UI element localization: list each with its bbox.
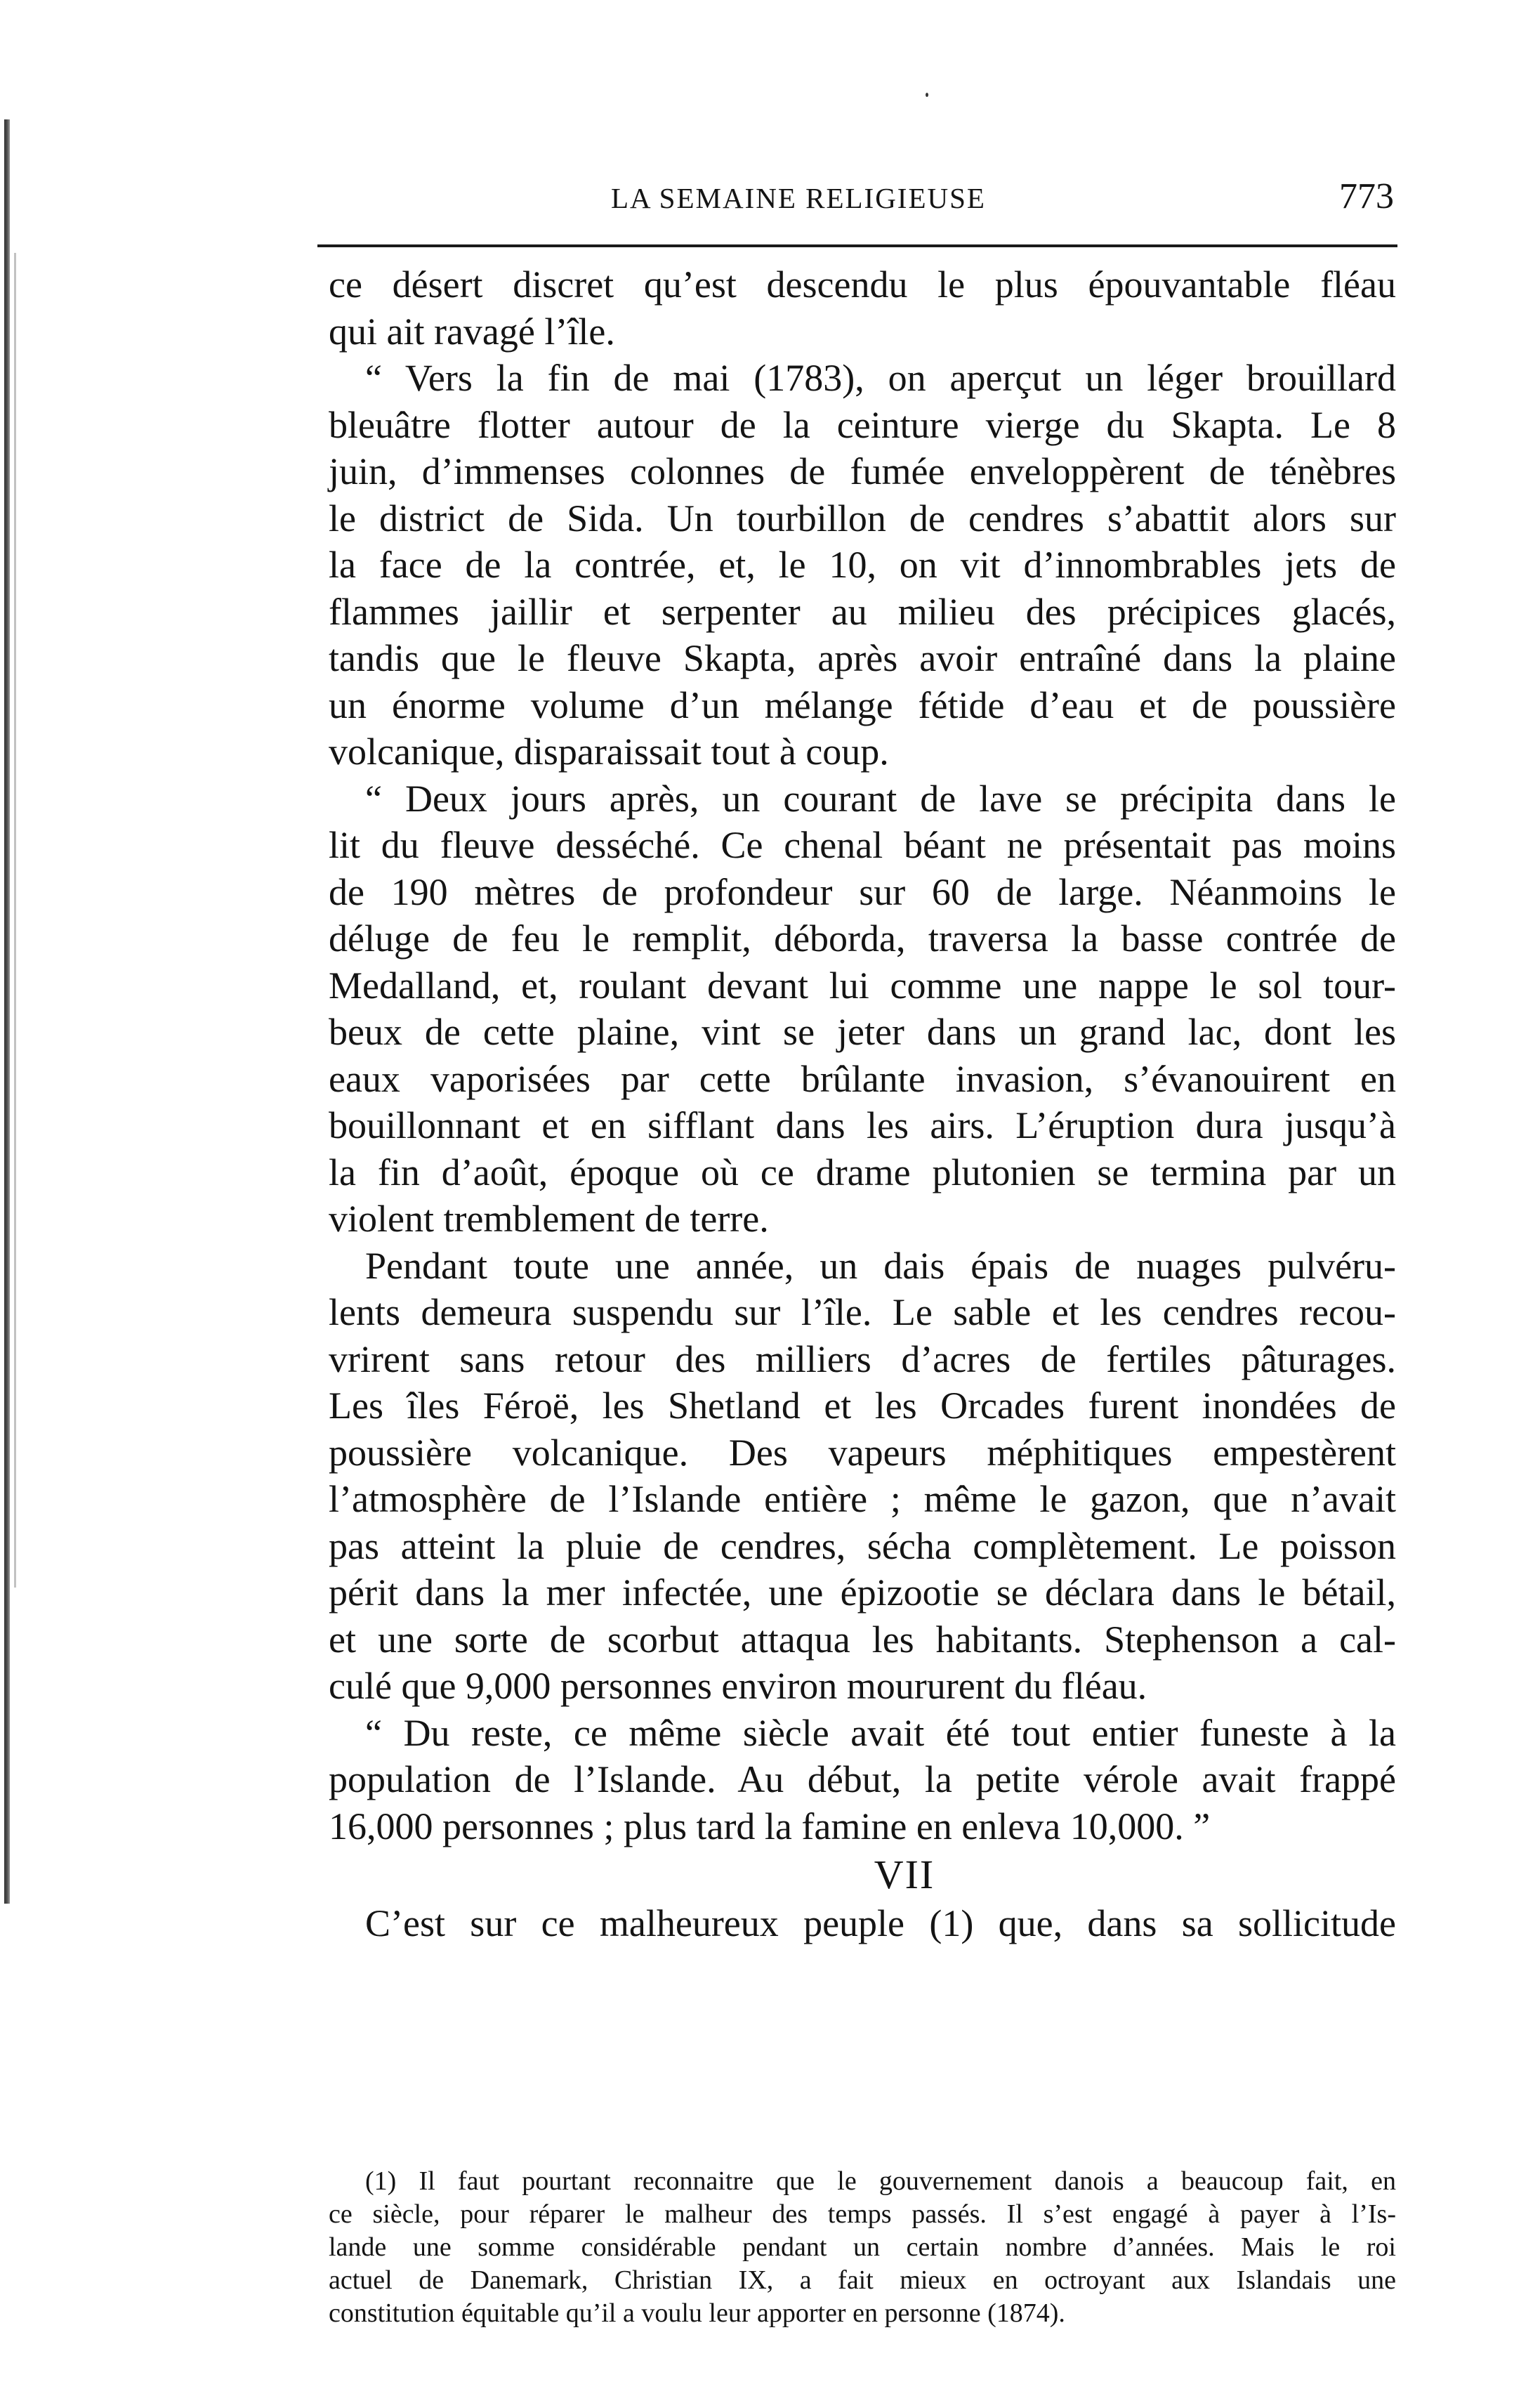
text-line: lit du fleuve desséché. Ce chenal béant ne présentait pas moins: [329, 824, 1396, 866]
text-line: qui ait ravagé l’île.: [329, 310, 615, 353]
text-line: “ Vers la fin de mai (1783), on aperçut un léger brouillard: [365, 357, 1396, 399]
text-line: lents demeura suspendu sur l’île. Le sable et les cendres recou-: [329, 1291, 1396, 1333]
page-binding-shadow: [14, 253, 16, 1588]
text-line: violent tremblement de terre.: [329, 1198, 769, 1240]
text-line: volcanique, disparaissait tout à coup.: [329, 731, 889, 773]
footnotes: [329, 2165, 1396, 2330]
footnote-line: actuel de Danemark, Christian IX, a fait mieux en octroyant aux Islandais une: [329, 2265, 1396, 2295]
text-line: Les îles Féroë, les Shetland et les Orcades furent inondées de: [329, 1385, 1396, 1427]
text-line: l’atmosphère de l’Islande entière ; même le gazon, que n’avait: [329, 1478, 1396, 1520]
text-line: bleuâtre flotter autour de la ceinture vierge du Skapta. Le 8: [329, 403, 1396, 446]
text-line: déluge de feu le remplit, déborda, traversa la basse contrée de: [329, 917, 1396, 960]
text-line: Medalland, et, roulant devant lui comme une nappe le sol tour-: [329, 964, 1396, 1007]
section-heading: VII: [874, 1852, 935, 1897]
text-line: de 190 mètres de profondeur sur 60 de large. Néanmoins le: [329, 870, 1396, 913]
text-line: périt dans la mer infectée, une épizootie se déclara dans le bétail,: [329, 1571, 1396, 1614]
page-header: [330, 176, 1394, 223]
page-binding-edge: [4, 119, 10, 1904]
print-speck: [926, 93, 928, 97]
text-line: C’est sur ce malheureux peuple (1) que, dans sa sollicitude: [365, 1902, 1396, 1944]
text-line: Pendant toute une année, un dais épais de nuages pulvéru-: [365, 1244, 1396, 1287]
text-line: “ Du reste, ce même siècle avait été tout entier funeste à la: [365, 1711, 1396, 1754]
text-line: ce désert discret qu’est descendu le plus épouvantable fléau: [329, 263, 1396, 306]
text-line: 16,000 personnes ; plus tard la famine en enleva 10,000. ”: [329, 1805, 1211, 1847]
text-line: le district de Sida. Un tourbillon de cendres s’abattit alors sur: [329, 497, 1396, 539]
text-line: et une sorte de scorbut attaqua les habitants. Stephenson a cal-: [329, 1618, 1396, 1661]
text-line: beux de cette plaine, vint se jeter dans un grand lac, dont les: [329, 1011, 1396, 1053]
text-line: flammes jaillir et serpenter au milieu des précipices glacés,: [329, 590, 1396, 633]
text-line: la fin d’août, époque où ce drame plutonien se termina par un: [329, 1151, 1396, 1193]
text-line: juin, d’immenses colonnes de fumée enveloppèrent de ténèbres: [329, 450, 1396, 492]
text-line: la face de la contrée, et, le 10, on vit d’innombrables jets de: [329, 544, 1396, 586]
header-rule: [317, 244, 1397, 247]
footnote-line: ce siècle, pour réparer le malheur des temps passés. Il s’est engagé à payer à l’Is-: [329, 2199, 1396, 2229]
footnote-line: constitution équitable qu’il a voulu leur apporter en personne (1874).: [329, 2298, 1065, 2328]
text-line: “ Deux jours après, un courant de lave se précipita dans le: [365, 777, 1396, 820]
text-line: population de l’Islande. Au début, la petite vérole avait frappé: [329, 1758, 1396, 1800]
text-line: tandis que le fleuve Skapta, après avoir entraîné dans la plaine: [329, 637, 1396, 679]
page-number: 773: [1339, 176, 1394, 216]
body-text: [329, 261, 1396, 1947]
running-head: LA SEMAINE RELIGIEUSE: [611, 182, 986, 214]
text-line: bouillonnant et en sifflant dans les airs. L’éruption dura jusqu’à: [329, 1104, 1396, 1146]
text-line: culé que 9,000 personnes environ moururent du fléau.: [329, 1665, 1147, 1707]
text-line: eaux vaporisées par cette brûlante invasion, s’évanouirent en: [329, 1057, 1396, 1100]
footnote-line: (1) Il faut pourtant reconnaitre que le gouvernement danois a beaucoup fait, en: [365, 2166, 1396, 2196]
text-line: pas atteint la pluie de cendres, sécha complètement. Le poisson: [329, 1524, 1396, 1567]
footnote-line: lande une somme considérable pendant un certain nombre d’années. Mais le roi: [329, 2232, 1396, 2262]
text-line: un énorme volume d’un mélange fétide d’eau et de poussière: [329, 683, 1396, 726]
text-line: poussière volcanique. Des vapeurs méphitiques empestèrent: [329, 1431, 1396, 1474]
text-line: vrirent sans retour des milliers d’acres de fertiles pâturages.: [329, 1337, 1396, 1380]
